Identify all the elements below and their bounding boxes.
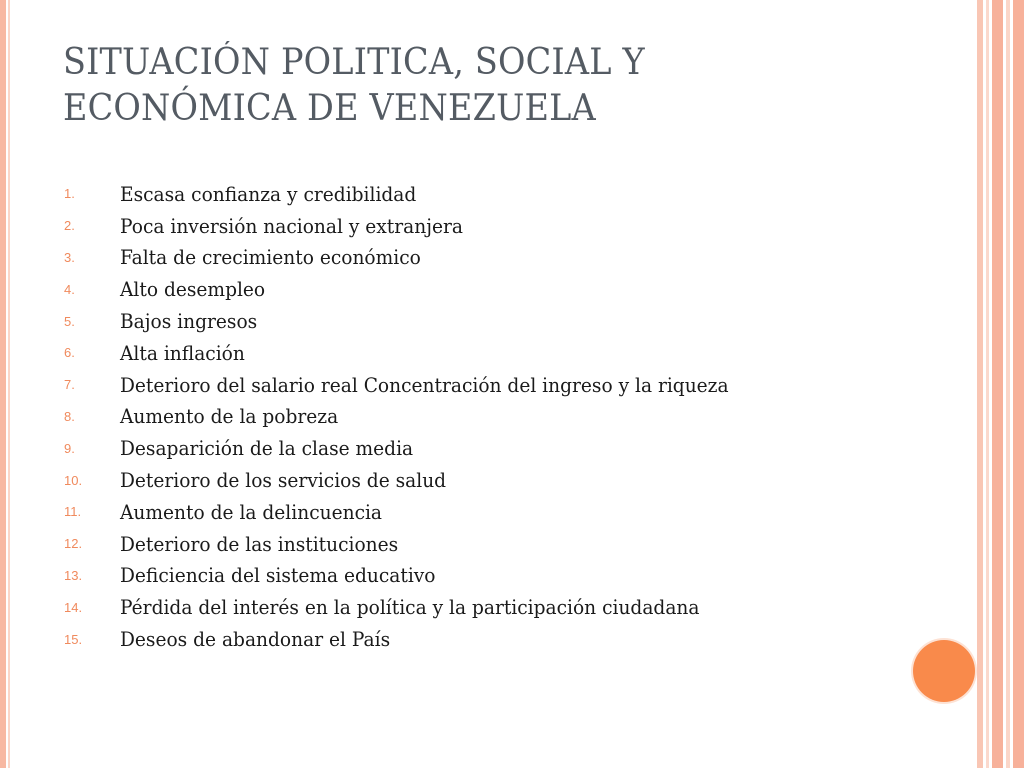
list-item-text: Aumento de la delincuencia — [120, 499, 383, 524]
list-item-number: 3. — [64, 249, 75, 265]
list-item-number: 7. — [64, 377, 75, 393]
list-item-number: 5. — [64, 313, 75, 329]
list-item-text: Deterioro del salario real Concentración del ingreso y la riqueza — [120, 372, 729, 397]
list-item-text: Bajos ingresos — [120, 309, 258, 334]
right-stripe-1 — [977, 0, 983, 768]
list-item-text: Aumento de la pobreza — [120, 404, 339, 429]
list-item-text: Poca inversión nacional y extranjera — [120, 213, 463, 238]
list-item-text: Deficiencia del sistema educativo — [120, 563, 436, 588]
list-item — [64, 242, 944, 274]
list-item-number: 12. — [64, 536, 83, 552]
right-stripe-4 — [1006, 0, 1010, 768]
numbered-list — [64, 178, 944, 655]
list-item-number: 1. — [64, 186, 75, 202]
list-item-number: 6. — [64, 345, 75, 361]
list-item — [64, 305, 944, 337]
list-item — [64, 623, 944, 655]
list-item — [64, 401, 944, 433]
list-item-text: Deterioro de los servicios de salud — [120, 468, 447, 493]
right-stripe-5 — [1013, 0, 1024, 768]
list-item — [64, 337, 944, 369]
list-item — [64, 369, 944, 401]
list-item-number: 4. — [64, 281, 75, 297]
right-stripe-3 — [992, 0, 1003, 768]
list-item-text: Alto desempleo — [120, 277, 266, 302]
list-item-number: 10. — [64, 472, 83, 488]
left-border-line — [8, 0, 10, 768]
list-item — [64, 591, 944, 623]
list-item-number: 8. — [64, 408, 75, 424]
list-item-number: 9. — [64, 440, 75, 456]
list-item — [64, 528, 944, 560]
list-item-text: Falta de crecimiento económico — [120, 245, 421, 270]
slide-title: SITUACIÓN POLITICA, SOCIAL Y ECONÓMICA DE VENEZUELA — [63, 42, 645, 129]
list-item — [64, 178, 944, 210]
list-item — [64, 560, 944, 592]
left-border-bar — [0, 0, 6, 768]
list-item-number: 13. — [64, 567, 83, 583]
list-item-text: Desaparición de la clase media — [120, 436, 414, 461]
list-item — [64, 496, 944, 528]
list-item — [64, 432, 944, 464]
list-item-text: Alta inflación — [120, 340, 245, 365]
list-item-number: 2. — [64, 218, 75, 234]
list-item-number: 15. — [64, 631, 83, 647]
list-item-text: Deterioro de las instituciones — [120, 531, 399, 556]
list-item — [64, 464, 944, 496]
list-item-text: Escasa confianza y credibilidad — [120, 181, 417, 206]
list-item — [64, 273, 944, 305]
list-item-text: Pérdida del interés en la política y la participación ciudadana — [120, 595, 700, 620]
decorative-circle — [913, 640, 975, 702]
list-item — [64, 210, 944, 242]
right-stripe-2 — [986, 0, 989, 768]
list-item-number: 11. — [64, 504, 82, 520]
list-item-text: Deseos de abandonar el País — [120, 627, 391, 652]
list-item-number: 14. — [64, 599, 83, 615]
